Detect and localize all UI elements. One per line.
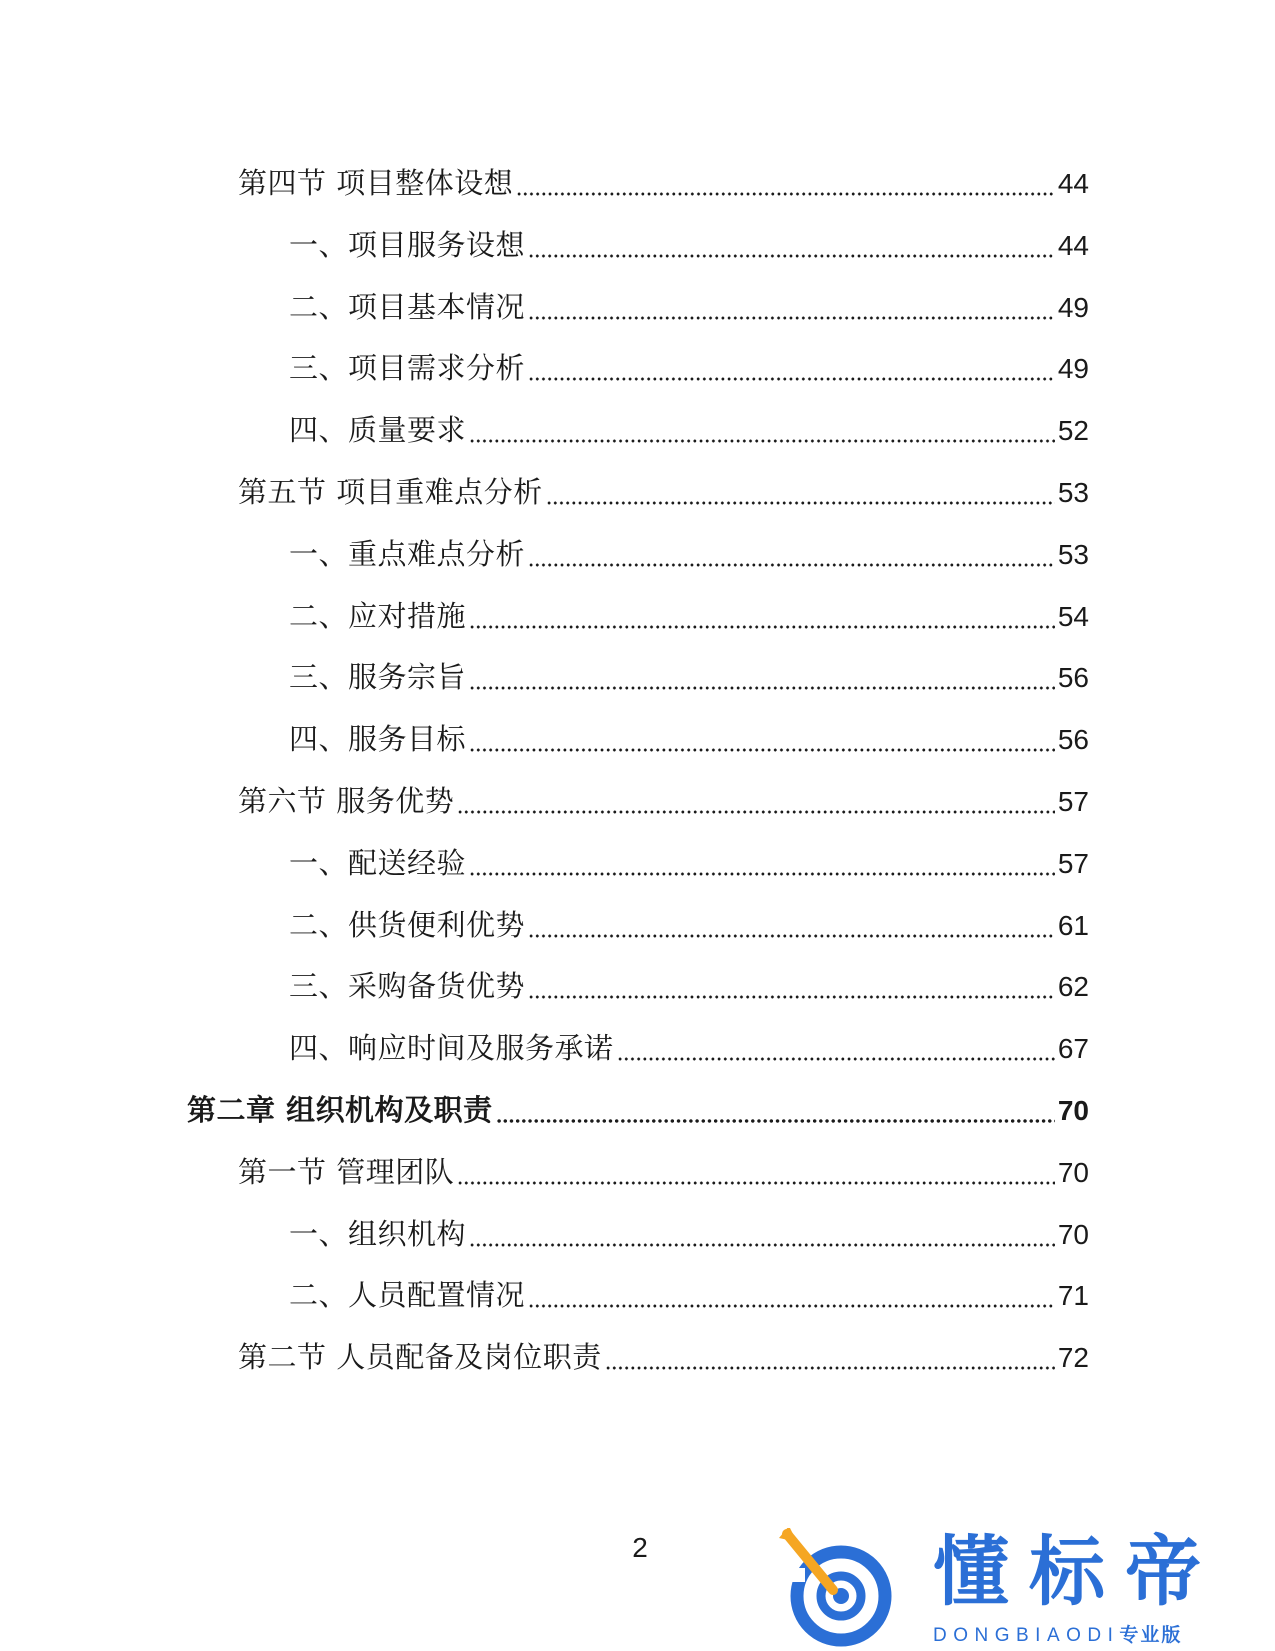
toc-entry-title: 三、采购备货优势 (289, 969, 526, 1004)
toc-dot-leader (457, 1165, 1055, 1185)
toc-dot-leader (496, 1103, 1055, 1123)
toc-entry-title: 第一节 管理团队 (238, 1154, 455, 1189)
toc-entry-title: 二、项目基本情况 (289, 289, 526, 324)
toc-entry[interactable] (289, 967, 1089, 1006)
toc-dot-leader (528, 979, 1055, 999)
toc-dot-leader (469, 1227, 1055, 1247)
toc-entry[interactable] (289, 597, 1089, 636)
watermark-edition: 专业版 (1119, 1624, 1183, 1646)
toc-entry-page: 44 (1057, 229, 1089, 261)
toc-entry-page: 70 (1057, 1095, 1089, 1126)
toc-entry-title: 四、响应时间及服务承诺 (289, 1031, 614, 1066)
toc-entry[interactable] (187, 1091, 1089, 1130)
toc-entry[interactable] (289, 720, 1089, 759)
toc-entry-title: 三、服务宗旨 (289, 660, 467, 695)
toc-dot-leader (528, 238, 1055, 258)
toc-entry-title: 第二节 人员配备及岗位职责 (238, 1340, 602, 1375)
toc-entry[interactable] (289, 349, 1089, 388)
toc-dot-leader (457, 794, 1055, 814)
toc-entry-title: 第二章 组织机构及职责 (187, 1093, 493, 1127)
toc-entry-page: 54 (1057, 600, 1089, 632)
toc-entry-page: 62 (1057, 971, 1089, 1003)
toc-entry-page: 57 (1057, 786, 1089, 817)
toc-entry-title: 第四节 项目整体设想 (238, 166, 514, 200)
toc-dot-leader (528, 300, 1055, 320)
toc-entry-page: 49 (1057, 353, 1089, 385)
toc-dot-leader (469, 670, 1055, 690)
toc-entry-title: 三、项目需求分析 (289, 351, 526, 386)
toc-entry[interactable] (238, 782, 1089, 821)
toc-entry[interactable] (289, 906, 1089, 945)
toc-entry-page: 61 (1057, 909, 1089, 941)
toc-entry-page: 71 (1057, 1280, 1089, 1312)
toc-dot-leader (605, 1350, 1055, 1370)
toc-entry-title: 一、配送经验 (289, 845, 467, 880)
toc-entry[interactable] (238, 1153, 1089, 1192)
toc-entry[interactable] (289, 1029, 1089, 1068)
toc-entry-page: 57 (1057, 847, 1089, 879)
toc-entry[interactable] (289, 658, 1089, 697)
toc-dot-leader (469, 423, 1055, 443)
watermark-brand-en-text: DONGBIAODI (933, 1625, 1120, 1646)
toc-entry[interactable] (289, 288, 1089, 327)
toc-entry-title: 第六节 服务优势 (238, 784, 455, 818)
toc-entry[interactable] (289, 1215, 1089, 1254)
toc-entry-title: 一、重点难点分析 (289, 536, 526, 571)
toc-entry-page: 67 (1057, 1033, 1089, 1065)
toc-entry-page: 56 (1057, 724, 1089, 756)
toc-entry[interactable] (289, 535, 1089, 574)
toc-entry-title: 一、项目服务设想 (289, 227, 526, 262)
toc-entry-page: 49 (1057, 291, 1089, 323)
toc-dot-leader (469, 609, 1055, 629)
toc-dot-leader (469, 732, 1055, 752)
toc-entry[interactable] (289, 1276, 1089, 1315)
toc-dot-leader (528, 547, 1055, 567)
toc-entry-page: 53 (1057, 538, 1089, 570)
toc-dot-leader (528, 918, 1055, 938)
toc-entry-title: 第五节 项目重难点分析 (238, 475, 543, 509)
toc-entry[interactable] (238, 164, 1089, 203)
target-arrow-icon (775, 1528, 915, 1651)
page-number: 2 (632, 1532, 648, 1563)
toc-entry-page: 53 (1057, 477, 1089, 508)
toc-entry-page: 70 (1057, 1156, 1089, 1188)
toc-dot-leader (528, 1288, 1055, 1308)
toc-entry-page: 72 (1057, 1342, 1089, 1374)
toc-entry-title: 一、组织机构 (289, 1216, 467, 1251)
toc-entry-page: 44 (1057, 168, 1089, 199)
toc-entry-page: 56 (1057, 662, 1089, 694)
toc-dot-leader (617, 1041, 1055, 1061)
toc-entry-title: 四、质量要求 (289, 413, 467, 448)
toc-entry-page: 70 (1057, 1218, 1089, 1250)
toc-entry-title: 二、人员配置情况 (289, 1278, 526, 1313)
toc-dot-leader (516, 176, 1055, 196)
watermark-brand-en (933, 1620, 1182, 1647)
toc-entry[interactable] (289, 844, 1089, 883)
toc-dot-leader (469, 856, 1055, 876)
toc-dot-leader (546, 485, 1055, 505)
toc-dot-leader (528, 361, 1055, 381)
toc-entry-title: 四、服务目标 (289, 722, 467, 757)
toc-entry-title: 二、供货便利优势 (289, 907, 526, 942)
toc-entry-page: 52 (1057, 415, 1089, 447)
toc-entry[interactable] (238, 473, 1089, 512)
toc-entry[interactable] (289, 411, 1089, 450)
toc-entry-title: 二、应对措施 (289, 598, 467, 633)
watermark-logo (775, 1528, 1245, 1651)
watermark-brand-cn: 懂标帝 (933, 1527, 1221, 1616)
toc-entry[interactable] (238, 1338, 1089, 1377)
toc-entry[interactable] (289, 226, 1089, 265)
